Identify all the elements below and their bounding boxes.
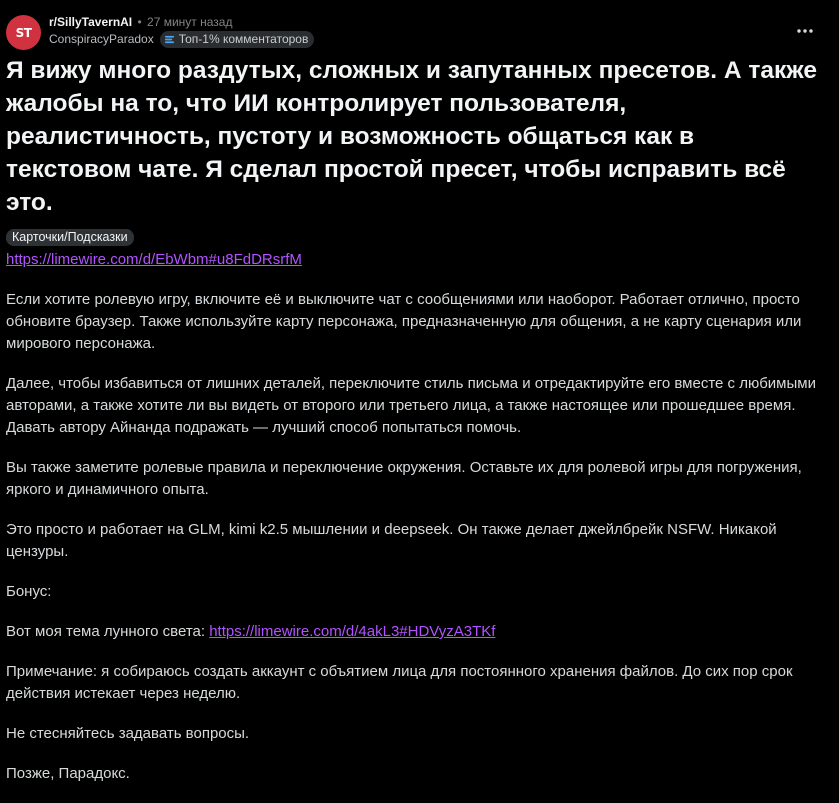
post-body — [6, 249, 831, 803]
author-flair-badge — [160, 31, 315, 48]
body-paragraph: Далее, чтобы избавиться от лишних деталей, переключите стиль письма и отредактируйте его вместе с любимыми авторами, а также хотите ли вы видеть от второго или третьего лица, а также настоящее или прошедшее время. Давать автору Айнанда подражать — лучший способ попытаться помочь. — [6, 375, 816, 436]
body-paragraph: Не стесняйтесь задавать вопросы. — [6, 725, 250, 742]
body-paragraph: Бонус: — [6, 583, 52, 600]
moonlight-paragraph — [6, 621, 831, 643]
author-link[interactable]: ConspiracyParadox — [49, 32, 154, 46]
post-time: 27 минут назад — [147, 15, 233, 29]
preset-link[interactable]: https://limewire.com/d/EbWbm#u8FdDRsrfM — [6, 251, 302, 268]
more-options-button[interactable] — [793, 19, 817, 43]
body-paragraph: Примечание: я собираюсь создать аккаунт с объятием лица для постоянного хранения файлов. До сих пор срок действия истекает через неделю. — [6, 663, 793, 702]
comment-icon — [164, 34, 175, 45]
post-title[interactable]: Я вижу много раздутых, сложных и запутанных пресетов. А также жалобы на то, что ИИ контролирует пользователя, реалистичность, пустоту и возможность общаться как в текстовом чате. Я сделал простой пресет, чтобы исправить всё это. — [6, 57, 817, 216]
body-paragraph: Это просто и работает на GLM, kimi k2.5 мышлении и deepseek. Он также делает джейлбрейк NSFW. Никакой цензуры. — [6, 521, 777, 560]
subreddit-link[interactable]: r/SillyTavernAI — [49, 15, 133, 29]
more-horizontal-icon — [797, 29, 813, 33]
author-flair-label: Топ-1% комментаторов — [178, 32, 309, 46]
preset-link-paragraph — [6, 249, 831, 271]
author-line — [49, 31, 314, 48]
body-paragraph: Позже, Парадокс. — [6, 765, 130, 782]
avatar-text: ST — [15, 25, 32, 40]
post-meta — [49, 14, 232, 30]
post-header — [6, 13, 833, 53]
separator-dot: • — [137, 15, 142, 29]
moonlight-theme-link[interactable]: https://limewire.com/d/4akL3#HDVyzA3TKf — [209, 623, 496, 640]
body-paragraph: Если хотите ролевую игру, включите её и выключите чат с сообщениями или наоборот. Работает отлично, просто обновите браузер. Также используйте карту персонажа, предназначенную для общения, а не карту сценария или мирового персонажа. — [6, 291, 802, 352]
body-paragraph: Вы также заметите ролевые правила и переключение окружения. Оставьте их для ролевой игры для погружения, яркого и динамичного опыта. — [6, 459, 802, 498]
post-flair[interactable]: Карточки/Подсказки — [6, 229, 134, 246]
moonlight-prefix: Вот моя тема лунного света: — [6, 623, 210, 640]
subreddit-avatar[interactable] — [6, 15, 41, 50]
